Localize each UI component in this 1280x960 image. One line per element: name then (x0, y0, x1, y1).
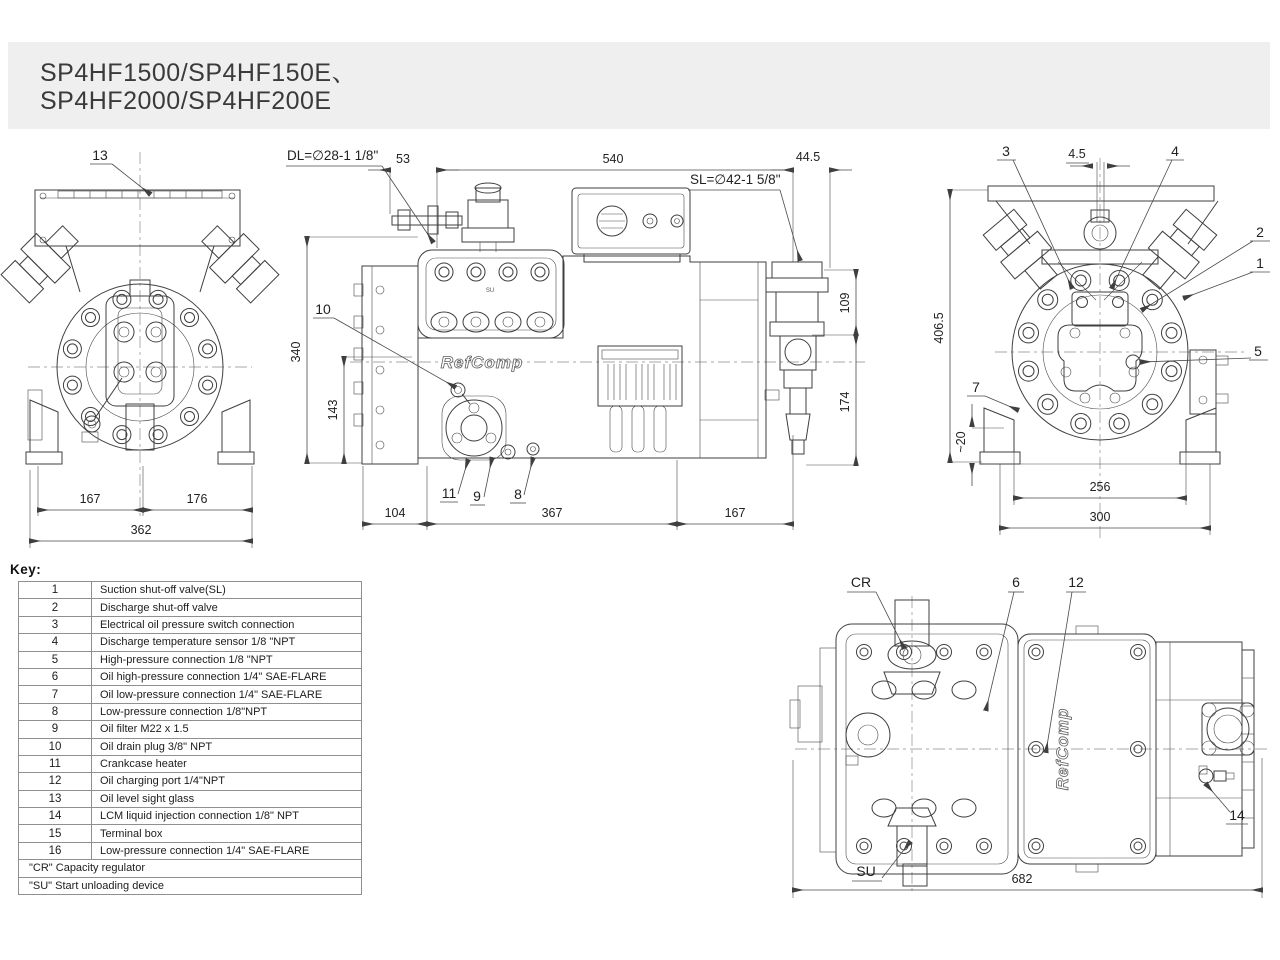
dim-367: 367 (541, 506, 563, 520)
callout-8-label: 8 (514, 486, 522, 502)
side-bottom-dimensions (363, 435, 793, 530)
key-desc: Terminal box (92, 825, 362, 842)
key-num: 15 (19, 825, 92, 842)
key-row (19, 651, 362, 668)
key-note-cr (19, 860, 362, 877)
key-note-text: "CR" Capacity regulator (19, 860, 362, 877)
callout-11 (440, 460, 468, 502)
key-desc: Oil level sight glass (92, 790, 362, 807)
key-num: 1 (19, 582, 92, 599)
key-num: 5 (19, 651, 92, 668)
callout-2-label: 2 (1256, 224, 1264, 240)
key-note-su (19, 877, 362, 894)
dl-pipe (392, 206, 462, 234)
callout-11-label: 11 (441, 485, 457, 501)
key-row (19, 842, 362, 859)
key-desc: Discharge shut-off valve (92, 599, 362, 616)
key-desc: Discharge temperature sensor 1/8 "NPT (92, 634, 362, 651)
callout-1-label: 1 (1256, 255, 1264, 271)
discharge-valve-assembly (765, 262, 828, 454)
rear-end-view (0, 147, 282, 548)
su-marking: SU (485, 288, 495, 294)
model-title-line1: SP4HF1500/SP4HF150E、 (40, 59, 358, 87)
key-row (19, 738, 362, 755)
callout-5 (1141, 343, 1268, 362)
callout-7 (967, 379, 1018, 410)
callout-14-label: 14 (1229, 807, 1245, 823)
dl-callout (286, 148, 433, 242)
sl-label: SL=∅42-1 5/8" (690, 172, 781, 187)
key-row (19, 721, 362, 738)
dim-20: ~20 (954, 431, 968, 453)
bottom-view (790, 574, 1268, 898)
key-num: 13 (19, 790, 92, 807)
dim-682: 682 (1011, 872, 1033, 886)
key-row (19, 808, 362, 825)
terminal-box (572, 188, 690, 262)
key-row (19, 686, 362, 703)
key-desc: LCM liquid injection connection 1/8" NPT (92, 808, 362, 825)
callout-12-label: 12 (1068, 574, 1084, 590)
key-num: 3 (19, 616, 92, 633)
key-desc: Low-pressure connection 1/4" SAE-FLARE (92, 842, 362, 859)
key-num: 10 (19, 738, 92, 755)
key-num: 11 (19, 755, 92, 772)
side-mounting-plate (354, 266, 418, 464)
key-row (19, 582, 362, 599)
cylinder-head (418, 250, 564, 338)
dim-362-rear: 362 (130, 523, 152, 537)
lcm-injection-valve (1199, 766, 1234, 783)
key-row (19, 703, 362, 720)
sl-callout (688, 172, 800, 260)
refcomp-logo-side: RefComp (440, 353, 524, 372)
key-desc: Oil drain plug 3/8" NPT (92, 738, 362, 755)
dim-104: 104 (384, 506, 406, 520)
dl-label: DL=∅28-1 1/8" (287, 148, 379, 163)
key-num: 16 (19, 842, 92, 859)
callout-su-label: SU (856, 863, 876, 879)
key-desc: Suction shut-off valve(SL) (92, 582, 362, 599)
oil-sight-glass-plate (35, 190, 240, 246)
side-body (418, 256, 766, 458)
key-num: 8 (19, 703, 92, 720)
front-bottom-dimensions (1000, 452, 1210, 535)
key-row (19, 825, 362, 842)
dim-176-rear: 176 (186, 492, 208, 506)
key-desc: Crankcase heater (92, 755, 362, 772)
dim-53: 53 (396, 152, 410, 166)
capacity-regulator-solenoid (462, 183, 514, 252)
side-view (286, 148, 865, 530)
key-table (18, 581, 362, 895)
key-heading: Key: (10, 562, 42, 577)
callout-6-label: 6 (1012, 574, 1020, 590)
front-right-valve (1133, 207, 1220, 298)
key-num: 9 (19, 721, 92, 738)
dim-256: 256 (1089, 480, 1111, 494)
side-left-dimensions (289, 237, 418, 463)
rear-right-valve (193, 217, 282, 306)
key-row (19, 616, 362, 633)
key-row (19, 755, 362, 772)
key-desc: Oil low-pressure connection 1/4" SAE-FLARE (92, 686, 362, 703)
key-desc: Oil filter M22 x 1.5 (92, 721, 362, 738)
dim-406-5: 406.5 (932, 312, 946, 344)
side-right-dimensions (806, 270, 856, 465)
dim-167-rear: 167 (79, 492, 101, 506)
key-desc: High-pressure connection 1/8 "NPT (92, 651, 362, 668)
dim-143: 143 (326, 399, 340, 421)
key-row (19, 599, 362, 616)
key-desc: Oil charging port 1/4"NPT (92, 773, 362, 790)
key-num: 7 (19, 686, 92, 703)
refcomp-logo-bottom: RefComp (1053, 707, 1072, 791)
dim-4-5: 4.5 (1068, 147, 1086, 161)
dim-109: 109 (838, 292, 852, 314)
dim-4-5-group (1066, 147, 1130, 166)
callout-5-label: 5 (1254, 343, 1262, 359)
key-section (10, 562, 366, 895)
key-row (19, 634, 362, 651)
key-row (19, 668, 362, 685)
front-left-dimensions (932, 190, 1004, 486)
callout-10-label: 10 (315, 301, 331, 317)
key-num: 4 (19, 634, 92, 651)
key-row (19, 790, 362, 807)
key-desc: Oil high-pressure connection 1/4" SAE-FLARE (92, 668, 362, 685)
callout-7-label: 7 (972, 379, 980, 395)
key-num: 12 (19, 773, 92, 790)
callout-13 (90, 147, 150, 194)
key-desc: Electrical oil pressure switch connection (92, 616, 362, 633)
rear-left-valve (0, 217, 87, 306)
dim-174: 174 (838, 391, 852, 413)
callout-1 (1184, 255, 1270, 298)
key-num: 6 (19, 668, 92, 685)
key-num: 14 (19, 808, 92, 825)
oil-pump (442, 383, 539, 460)
callout-4-label: 4 (1171, 143, 1179, 159)
callout-8 (510, 458, 533, 503)
callout-3 (997, 143, 1072, 288)
model-title-line2: SP4HF2000/SP4HF200E (40, 87, 332, 115)
dim-167-side: 167 (724, 506, 746, 520)
dim-540: 540 (602, 152, 624, 166)
front-top-plate (988, 186, 1218, 300)
key-row (19, 773, 362, 790)
callout-9-label: 9 (473, 488, 481, 504)
callout-cr-label: CR (850, 574, 872, 590)
front-left-valve (980, 207, 1067, 298)
dim-44-5: 44.5 (795, 150, 821, 164)
callout-2 (1142, 224, 1270, 310)
dim-300: 300 (1089, 510, 1111, 524)
dim-340: 340 (289, 341, 303, 363)
rear-dimensions (30, 466, 252, 548)
callout-9 (470, 458, 492, 505)
key-num: 2 (19, 599, 92, 616)
callout-13-label: 13 (92, 147, 108, 163)
key-desc: Low-pressure connection 1/8"NPT (92, 703, 362, 720)
callout-3-label: 3 (1002, 143, 1010, 159)
callout-4 (1112, 143, 1184, 288)
key-note-text: "SU" Start unloading device (19, 877, 362, 894)
callout-10 (313, 301, 455, 387)
front-end-view (932, 143, 1270, 540)
lp-flange (1202, 703, 1254, 755)
